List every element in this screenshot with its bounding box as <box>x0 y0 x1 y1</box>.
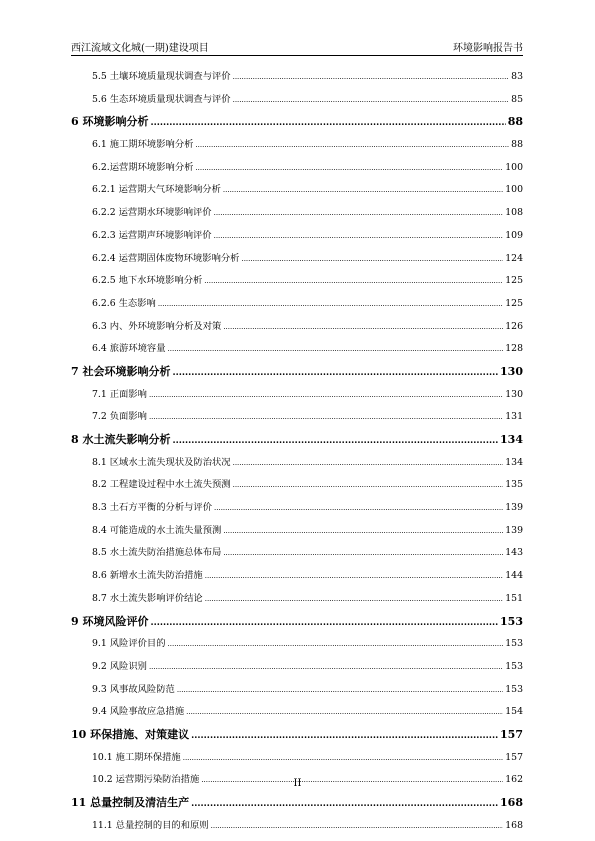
toc-entry-title: 7.2 负面影响 <box>92 411 147 423</box>
toc-section-entry[interactable] <box>71 815 523 838</box>
toc-section-entry[interactable] <box>71 202 523 225</box>
toc-entry-title: 6 环境影响分析 <box>71 115 149 129</box>
toc-section-entry[interactable] <box>71 179 523 202</box>
toc-entry-page: 139 <box>505 502 523 514</box>
toc-entry-page: 134 <box>500 433 523 446</box>
toc-entry-page: 125 <box>505 275 523 287</box>
toc-entry-title: 6.4 旅游环境容量 <box>92 343 166 355</box>
toc-entry-page: 83 <box>511 71 523 82</box>
toc-entry-title: 8.3 土石方平衡的分析与评价 <box>92 502 213 514</box>
toc-dot-leader <box>241 248 503 271</box>
toc-section-entry[interactable] <box>71 656 523 679</box>
toc-entry-page: 153 <box>500 614 523 628</box>
toc-section-entry[interactable] <box>71 316 523 339</box>
toc-entry-page: 168 <box>500 796 523 809</box>
toc-entry-title: 6.2.4 运营期固体废物环境影响分析 <box>92 252 240 264</box>
toc-entry-title: 10.2 运营期污染防治措施 <box>92 774 200 786</box>
table-of-contents <box>71 66 523 837</box>
toc-dot-leader <box>214 225 504 248</box>
toc-dot-leader <box>150 612 498 635</box>
toc-dot-leader <box>214 497 503 520</box>
toc-entry-title: 5.5 土壤环境质量现状调查与评价 <box>92 71 231 82</box>
toc-dot-leader <box>149 656 503 679</box>
toc-entry-title: 7 社会环境影响分析 <box>71 364 171 378</box>
toc-entry-title: 9.4 风险事故应急措施 <box>92 706 185 718</box>
toc-section-entry[interactable] <box>71 270 523 293</box>
toc-section-entry[interactable] <box>71 134 523 157</box>
toc-dot-leader <box>191 725 498 748</box>
toc-entry-title: 6.2.2 运营期水环境影响评价 <box>92 207 212 219</box>
toc-entry-page: 88 <box>507 115 523 129</box>
toc-dot-leader <box>233 89 510 112</box>
toc-dot-leader <box>172 362 498 385</box>
toc-entry-page: 124 <box>505 252 523 264</box>
toc-entry-page: 134 <box>505 456 523 468</box>
toc-entry-page: 157 <box>505 751 523 763</box>
toc-dot-leader <box>223 542 503 565</box>
toc-entry-page: 128 <box>505 343 523 355</box>
toc-entry-page: 154 <box>505 706 523 718</box>
toc-entry-page: 151 <box>505 592 523 604</box>
toc-dot-leader <box>150 112 505 135</box>
toc-dot-leader <box>149 406 503 429</box>
toc-section-entry[interactable] <box>71 520 523 543</box>
toc-section-entry[interactable] <box>71 565 523 588</box>
toc-dot-leader <box>233 452 504 475</box>
running-header <box>71 37 523 56</box>
toc-dot-leader <box>223 316 503 339</box>
toc-section-entry[interactable] <box>71 701 523 724</box>
toc-dot-leader <box>223 520 503 543</box>
toc-dot-leader <box>214 202 504 225</box>
toc-section-entry[interactable] <box>71 406 523 429</box>
toc-entry-title: 8.4 可能造成的水土流失量预测 <box>92 524 222 536</box>
toc-chapter-entry[interactable] <box>71 361 523 384</box>
toc-section-entry[interactable] <box>71 474 523 497</box>
toc-section-entry[interactable] <box>71 633 523 656</box>
toc-dot-leader <box>149 384 503 407</box>
toc-entry-title: 6.2.5 地下水环境影响分析 <box>92 275 203 287</box>
toc-dot-leader <box>168 338 504 361</box>
toc-entry-title: 6.2.6 生态影响 <box>92 297 156 309</box>
toc-entry-page: 135 <box>505 479 523 491</box>
toc-dot-leader <box>177 679 503 702</box>
toc-entry-title: 8.7 水土流失影响评价结论 <box>92 592 203 604</box>
toc-dot-leader <box>172 430 498 453</box>
toc-dot-leader <box>205 588 504 611</box>
toc-dot-leader <box>233 474 504 497</box>
toc-entry-page: 130 <box>505 388 523 400</box>
toc-entry-title: 10.1 施工期环保措施 <box>92 751 181 763</box>
toc-section-entry[interactable] <box>71 248 523 271</box>
toc-section-entry[interactable] <box>71 384 523 407</box>
toc-section-entry[interactable] <box>71 338 523 361</box>
toc-entry-page: 88 <box>511 139 523 151</box>
toc-dot-leader <box>233 66 510 89</box>
toc-entry-page: 168 <box>505 819 523 831</box>
toc-entry-page: 153 <box>505 683 523 695</box>
toc-entry-page: 126 <box>505 320 523 332</box>
toc-entry-title: 5.6 生态环境质量现状调查与评价 <box>92 93 231 105</box>
page-number: II <box>293 778 302 789</box>
toc-dot-leader <box>186 701 503 724</box>
toc-section-entry[interactable] <box>71 452 523 475</box>
toc-section-entry[interactable] <box>71 89 523 112</box>
toc-entry-page: 85 <box>511 93 523 105</box>
toc-entry-page: 108 <box>505 207 523 219</box>
toc-entry-page: 162 <box>505 774 523 786</box>
toc-entry-title: 10 环保措施、对策建议 <box>71 727 190 741</box>
toc-section-entry[interactable] <box>71 542 523 565</box>
toc-entry-page: 100 <box>505 161 523 173</box>
toc-entry-title: 9.1 风险评价目的 <box>92 638 166 650</box>
toc-entry-title: 6.2.1 运营期大气环境影响分析 <box>92 184 221 196</box>
header-report-title: 环境影响报告书 <box>453 43 523 54</box>
toc-dot-leader <box>211 815 504 838</box>
toc-dot-leader <box>183 747 504 770</box>
toc-entry-title: 11.1 总量控制的目的和原则 <box>92 819 209 831</box>
toc-entry-title: 6.1 施工期环境影响分析 <box>92 139 194 151</box>
toc-entry-page: 131 <box>505 411 523 423</box>
toc-entry-title: 11 总量控制及清洁生产 <box>71 796 190 809</box>
toc-entry-page: 153 <box>505 660 523 672</box>
toc-section-entry[interactable] <box>71 157 523 180</box>
toc-entry-page: 144 <box>505 570 523 582</box>
toc-section-entry[interactable] <box>71 588 523 611</box>
toc-dot-leader <box>191 793 498 816</box>
toc-dot-leader <box>168 633 504 656</box>
toc-section-entry[interactable] <box>71 679 523 702</box>
toc-entry-page: 109 <box>505 229 523 241</box>
toc-chapter-entry[interactable] <box>71 429 523 452</box>
toc-section-entry[interactable] <box>71 293 523 316</box>
toc-entry-title: 8 水土流失影响分析 <box>71 433 171 446</box>
toc-section-entry[interactable] <box>71 747 523 770</box>
toc-dot-leader <box>195 157 503 180</box>
toc-dot-leader <box>223 179 503 202</box>
toc-section-entry[interactable] <box>71 497 523 520</box>
toc-entry-page: 130 <box>500 364 523 378</box>
toc-section-entry[interactable] <box>71 225 523 248</box>
toc-entry-page: 157 <box>500 727 523 741</box>
toc-dot-leader <box>158 293 503 316</box>
toc-entry-title: 6.2.运营期环境影响分析 <box>92 161 194 173</box>
toc-dot-leader <box>204 270 503 293</box>
toc-section-entry[interactable] <box>71 66 523 89</box>
toc-entry-title: 6.2.3 运营期声环境影响评价 <box>92 229 212 241</box>
toc-entry-title: 9.2 风险识别 <box>92 660 147 672</box>
toc-entry-title: 8.6 新增水土流失防治措施 <box>92 570 203 582</box>
toc-entry-page: 153 <box>505 638 523 650</box>
toc-entry-title: 8.2 工程建设过程中水土流失预测 <box>92 479 231 491</box>
toc-entry-page: 139 <box>505 524 523 536</box>
toc-entry-title: 7.1 正面影响 <box>92 388 147 400</box>
toc-entry-page: 125 <box>505 297 523 309</box>
toc-chapter-entry[interactable] <box>71 611 523 634</box>
toc-chapter-entry[interactable] <box>71 792 523 815</box>
toc-entry-title: 9.3 风事故风险防范 <box>92 683 175 695</box>
toc-chapter-entry[interactable] <box>71 724 523 747</box>
toc-dot-leader <box>205 565 504 588</box>
toc-entry-title: 8.1 区域水土流失现状及防治状况 <box>92 456 231 468</box>
toc-entry-title: 6.3 内、外环境影响分析及对策 <box>92 320 222 332</box>
toc-entry-title: 9 环境风险评价 <box>71 614 149 628</box>
toc-entry-page: 100 <box>505 184 523 196</box>
header-project-title: 西江流域文化城(一期)建设项目 <box>71 43 209 54</box>
toc-chapter-entry[interactable] <box>71 111 523 134</box>
toc-entry-title: 8.5 水土流失防治措施总体布局 <box>92 547 222 559</box>
toc-dot-leader <box>195 134 509 157</box>
toc-entry-page: 143 <box>505 547 523 559</box>
